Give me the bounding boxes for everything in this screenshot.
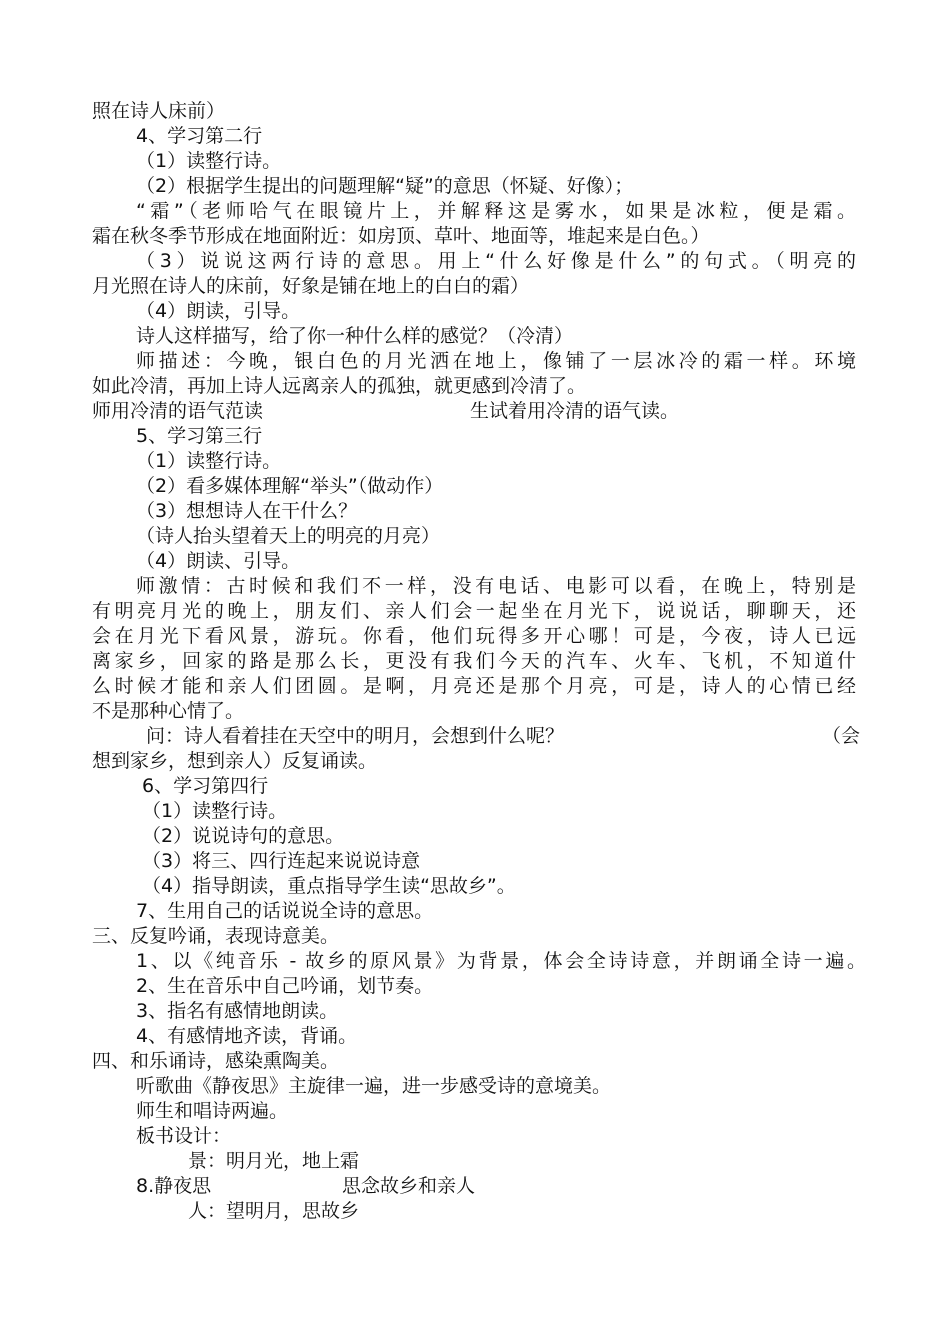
text-line: 么时候才能和亲人们团圆。是啊，月亮还是那个月亮，可是，诗人的心情已经 xyxy=(92,675,856,697)
text-line: “霜”（老师哈气在眼镜片上，并解释这是雾水，如果是冰粒，便是霜。 xyxy=(136,200,856,222)
text-line: （4）朗读、引导。 xyxy=(136,550,301,572)
text-line: （3）说说这两行诗的意思。用上“什么好像是什么”的句式。（明亮的 xyxy=(136,250,856,272)
text-line: 如此冷清，再加上诗人远离亲人的孤独，就更感到冷清了。 xyxy=(92,375,587,397)
text-line: 生试着用冷清的语气读。 xyxy=(470,400,680,422)
text-line: （4）朗读，引导。 xyxy=(136,300,301,322)
section-heading: 6、学习第四行 xyxy=(142,775,269,797)
section-heading: 四、和乐诵诗，感染熏陶美。 xyxy=(92,1050,340,1072)
blackboard-line: 景：明月光，地上霜 xyxy=(188,1150,360,1172)
text-line: 师生和唱诗两遍。 xyxy=(136,1100,289,1122)
text-line: 板书设计： xyxy=(136,1125,232,1147)
text-line: （会 xyxy=(822,725,861,747)
text-line: 有明亮月光的晚上，朋友们、亲人们会一起坐在月光下，说说话，聊聊天，还 xyxy=(92,600,856,622)
blackboard-line: 思念故乡和亲人 xyxy=(342,1175,476,1197)
blackboard-title: 8.静夜思 xyxy=(136,1175,212,1197)
text-line: 听歌曲《静夜思》主旋律一遍，进一步感受诗的意境美。 xyxy=(136,1075,612,1097)
text-line: 师描述：今晚，银白色的月光洒在地上，像铺了一层冰冷的霜一样。环境 xyxy=(136,350,856,372)
section-heading: 三、反复吟诵，表现诗意美。 xyxy=(92,925,340,947)
text-line: 会在月光下看风景，游玩。你看，他们玩得多开心哪！可是，今夜，诗人已远 xyxy=(92,625,856,647)
text-line: 想到家乡，想到亲人）反复诵读。 xyxy=(92,750,378,772)
text-line: 离家乡，回家的路是那么长，更没有我们今天的汽车、火车、飞机，不知道什 xyxy=(92,650,856,672)
text-line: （2）说说诗句的意思。 xyxy=(142,825,345,847)
text-line: 1、以《纯音乐 - 故乡的原风景》为背景，体会全诗诗意，并朗诵全诗一遍。 xyxy=(136,950,866,972)
text-line: 问：诗人看着挂在天空中的明月，会想到什么呢？ xyxy=(146,725,565,747)
section-heading: 7、生用自己的话说说全诗的意思。 xyxy=(136,900,434,922)
section-heading: 5、学习第三行 xyxy=(136,425,263,447)
text-line: 霜在秋冬季节形成在地面附近：如房顶、草叶、地面等，堆起来是白色。） xyxy=(92,225,710,247)
text-line: （4）指导朗读，重点指导学生读“思故乡”。 xyxy=(142,875,516,897)
text-line: 照在诗人床前） xyxy=(92,100,226,122)
text-line: 4、有感情地齐读，背诵。 xyxy=(136,1025,358,1047)
text-line: 师激情：古时候和我们不一样，没有电话、电影可以看，在晚上，特别是 xyxy=(136,575,856,597)
text-line: 师用冷清的语气范读 xyxy=(92,400,264,422)
text-line: （1）读整行诗。 xyxy=(136,450,282,472)
text-line: 月光照在诗人的床前，好象是铺在地上的白白的霜） xyxy=(92,275,530,297)
text-line: 2、生在音乐中自己吟诵，划节奏。 xyxy=(136,975,434,997)
text-line: （1）读整行诗。 xyxy=(142,800,288,822)
text-line: （2）根据学生提出的问题理解“疑”的意思（怀疑、好像）； xyxy=(136,175,634,197)
text-line: （1）读整行诗。 xyxy=(136,150,282,172)
text-line: （3）想想诗人在干什么？ xyxy=(136,500,358,522)
text-line: （诗人抬头望着天上的明亮的月亮） xyxy=(136,525,441,547)
text-line: （2）看多媒体理解“举头”（做动作） xyxy=(136,475,444,497)
text-line: 诗人这样描写，给了你一种什么样的感觉？（冷清） xyxy=(136,325,574,347)
section-heading: 4、学习第二行 xyxy=(136,125,263,147)
blackboard-line: 人：望明月，思故乡 xyxy=(188,1200,360,1222)
text-line: （3）将三、四行连起来说说诗意 xyxy=(142,850,421,872)
text-line: 不是那种心情了。 xyxy=(92,700,245,722)
text-line: 3、指名有感情地朗读。 xyxy=(136,1000,339,1022)
